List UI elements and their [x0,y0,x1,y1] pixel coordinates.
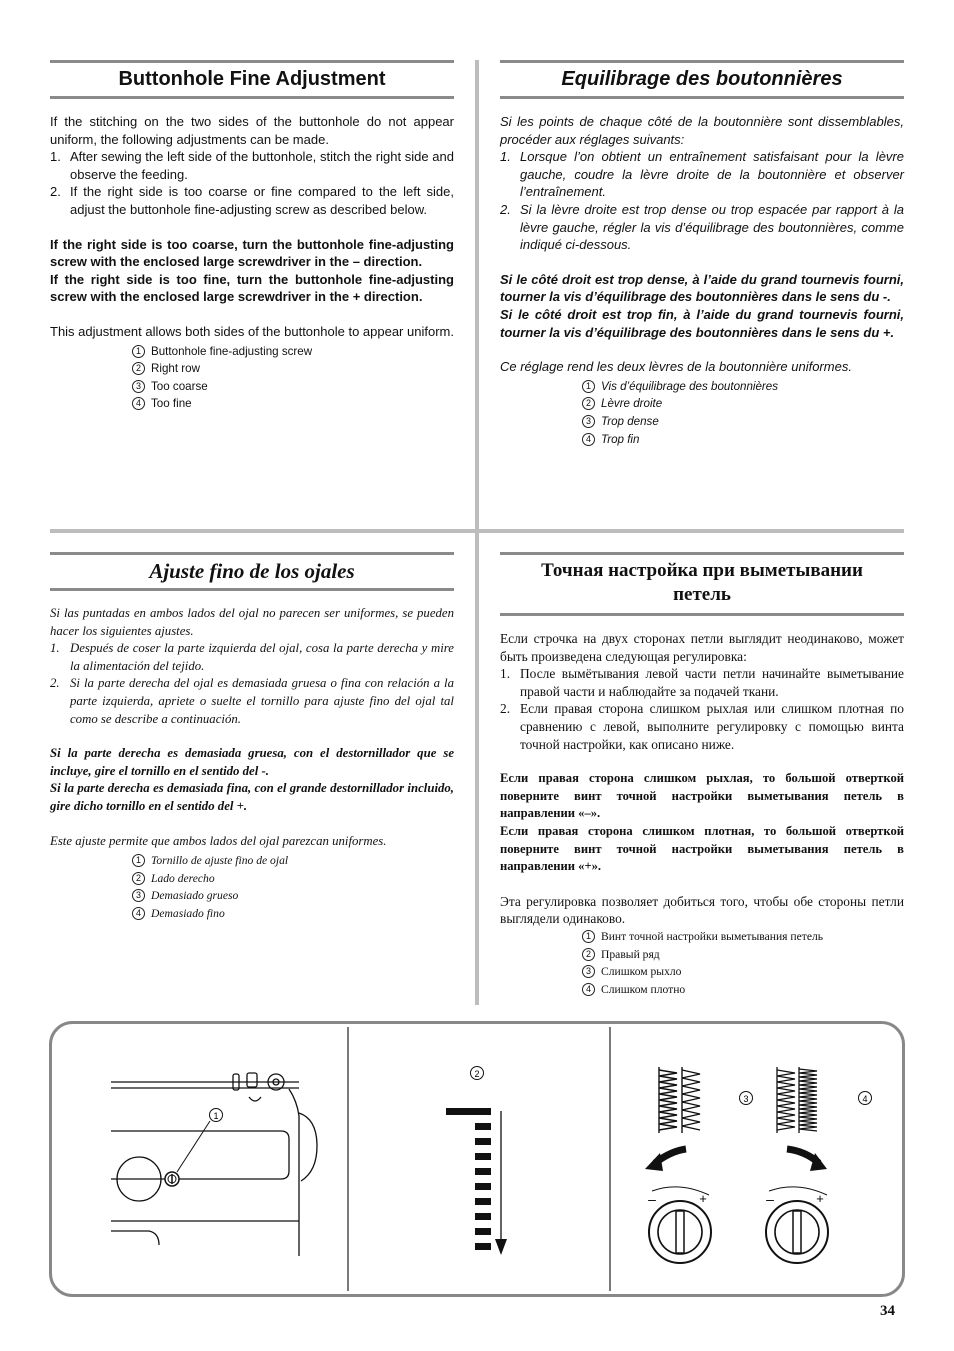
bold-instruction-fine: Если правая сторона слишком плотная, то большой отверткой поверните винт точной настройки выметывания петель в направлении «+». [500,823,904,874]
step-item: 2. Si la parte derecha del ojal es demasiada gruesa o fina con relación a la parte izquierda, apriete o suelte el tornillo para ajuste fino del ojal tal como se describe a continuación. [50,676,454,726]
legend-item: 4 Too fine [132,395,454,413]
bold-instruction-coarse: Если правая сторона слишком рыхлая, то большой отверткой поверните винт точной настройки выметывания петель в направлении «–». [500,771,904,821]
bold-instruction-fine: Si la parte derecha es demasiada fina, con el grande destornillador incluido, gire dicho tornillo en el sentido del +. [50,781,454,813]
legend-item: 2 Правый ряд [582,946,904,964]
section-body-spanish [50,605,454,850]
bold-instruction-fine: If the right side is too fine, turn the buttonhole fine-adjusting screw with the enclosed large screwdriver in the + direction. [50,271,454,305]
step-item: 1. After sewing the left side of the buttonhole, stitch the right side and observe the feeding. [50,149,454,182]
svg-text:4: 4 [862,1094,868,1104]
section-body-french [500,113,904,376]
svg-text:3: 3 [743,1094,749,1104]
outro-text: Ce réglage rend les deux lèvres de la boutonnière uniformes. [500,359,852,375]
section-body-russian [500,630,904,928]
outro-text: Эта регулировка позволяет добиться того, чтобы обе стороны петли выглядели одинаково. [500,893,904,927]
legend-item: 2 Lèvre droite [582,395,904,413]
section-title-russian: Точная настройка при выметывании петель [500,552,904,616]
steps-list [50,148,454,218]
legend-list [582,378,904,448]
bold-instruction-coarse: Si le côté droit est trop dense, à l’aide du grand tournevis fourni, tourner la vis d’équilibrage des boutonnières dans le sens du -. [500,271,904,305]
step-item: 2. If the right side is too coarse or fine compared to the left side, adjust the buttonhole fine-adjusting screw as described below. [50,184,454,217]
coarse-stitch-sample [659,1067,700,1133]
right-row-stitches [446,1108,501,1250]
svg-text:+: + [816,1191,824,1206]
legend-item: 4 Demasiado fino [132,905,454,923]
outro-text: This adjustment allows both sides of the buttonhole to appear uniform. [50,323,454,339]
bold-instruction-coarse: Si la parte derecha es demasiada gruesa, con el destornillador que se incluye, gire el tornillo en el sentido del -. [50,746,454,778]
legend-item: 1 Винт точной настройки выметывания петель [582,928,904,946]
legend-list [132,852,454,922]
legend-item: 2 Lado derecho [132,870,454,888]
legend-item: 3 Too coarse [132,378,454,396]
legend-item: 2 Right row [132,360,454,378]
callout-3 [740,1092,753,1105]
svg-text:–: – [766,1191,774,1207]
step-item: 2. Si la lèvre droite est trop dense ou trop espacée par rapport à la lèvre gauche, régler la vis d’équilibrage des boutonnières, comme indiqué ci-dessous. [500,201,904,253]
legend-item: 3 Trop dense [582,413,904,431]
intro-text: If the stitching on the two sides of the buttonhole do not appear uniform, the following adjustments can be made. [50,114,454,147]
fine-stitch-sample [777,1067,817,1133]
intro-text: Si las puntadas en ambos lados del ojal no parecen ser uniformes, se pueden hacer los siguientes ajustes. [50,606,454,638]
section-title-spanish: Ajuste fino de los ojales [50,552,454,591]
steps-list [50,640,454,728]
step-item: 2. Если правая сторона слишком рыхлая или слишком плотная по сравнению с левой, выполните регулировку с помощью винта точной настройки, как описано ниже. [500,701,904,752]
callout-1 [210,1109,223,1122]
svg-text:1: 1 [213,1111,219,1121]
legend-item: 4 Слишком плотно [582,981,904,999]
svg-text:–: – [648,1191,656,1207]
intro-text: Si les points de chaque côté de la boutonnière sont dissemblables, procéder aux réglages suivants: [500,114,904,147]
section-title-english: Buttonhole Fine Adjustment [50,60,454,99]
section-russian [500,552,904,998]
section-french [500,60,904,448]
legend-list [132,343,454,413]
arrow-down-icon [495,1239,507,1255]
step-item: 1. Lorsque l’on obtient un entraînement satisfaisant pour la lèvre gauche, coudre la lèvre droite de la boutonnière et observer l’entraînement. [500,149,904,200]
legend-item: 3 Слишком рыхло [582,963,904,981]
svg-text:2: 2 [474,1069,480,1079]
horizontal-divider [50,529,904,533]
section-spanish [50,552,454,923]
sewing-machine-drawing [111,1073,317,1256]
legend-item: 1 Vis d’équilibrage des boutonnières [582,378,904,396]
steps-list [500,148,904,254]
bold-instruction-fine: Si le côté droit est trop fin, à l’aide du grand tournevis fourni, tourner la vis d’équilibrage des boutonnières dans le sens du +. [500,306,904,340]
legend-item: 1 Tornillo de ajuste fino de ojal [132,852,454,870]
step-item: 1. Después de coser la parte izquierda del ojal, cosa la parte derecha y mire la alimentación del tejido. [50,641,454,673]
legend-item: 4 Trop fin [582,431,904,449]
intro-text: Если строчка на двух сторонах петли выглядит неодинаково, может быть произведена следующая регулировка: [500,631,904,664]
step-item: 1. После вымётывания левой части петли начинайте выметывание правой части и наблюдайте за подачей ткани. [500,666,904,699]
steps-list [500,665,904,753]
bold-instruction-coarse: If the right side is too coarse, turn the buttonhole fine-adjusting screw with the enclosed large screwdriver in the – direction. [50,236,454,270]
legend-item: 1 Buttonhole fine-adjusting screw [132,343,454,361]
screw-turn-plus [766,1149,828,1263]
outro-text: Este ajuste permite que ambos lados del ojal parezcan uniformes. [50,833,387,848]
section-title-french: Equilibrage des boutonnières [500,60,904,99]
screw-turn-minus [645,1149,711,1263]
section-english [50,60,454,413]
svg-text:+: + [699,1191,707,1206]
legend-item: 3 Demasiado grueso [132,887,454,905]
callout-4 [859,1092,872,1105]
section-body-english [50,113,454,341]
page-number: 34 [880,1303,895,1319]
legend-list [582,928,904,998]
callout-2 [471,1067,484,1080]
illustration-panel [49,1021,905,1297]
